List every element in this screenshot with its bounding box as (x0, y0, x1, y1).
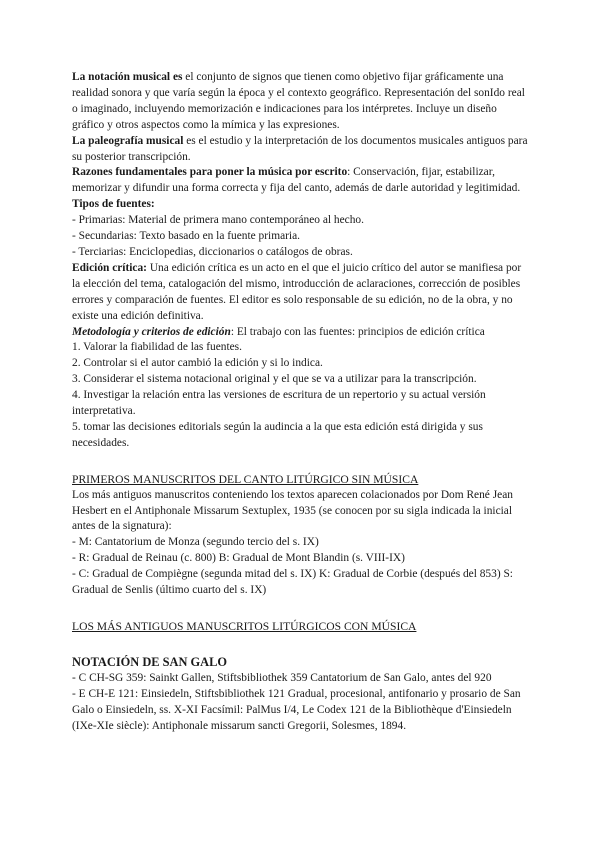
list-item: 3. Considerar el sistema notacional original y el que se va a utilizar para la transcripción. (72, 373, 477, 386)
list-item: - Secundarias: Texto basado en la fuente primaria. (72, 230, 300, 243)
document-page (72, 70, 528, 734)
section-heading-sin-musica: PRIMEROS MANUSCRITOS DEL CANTO LITÚRGICO SIN MÚSICA (72, 472, 419, 486)
term-edicion: Edición crítica: (72, 261, 147, 274)
paragraph-notacion (72, 70, 528, 134)
list-item: - R: Gradual de Reinau (c. 800) B: Gradual de Mont Blandin (s. VIII-IX) (72, 552, 405, 565)
section-heading-con-musica: LOS MÁS ANTIGUOS MANUSCRITOS LITÚRGICOS CON MÚSICA (72, 620, 417, 633)
text-metodologia: : El trabajo con las fuentes: principios de edición crítica (230, 325, 485, 338)
list-item: 5. tomar las decisiones editorials según la audincia a la que esta edición está dirigida y sus necesidades. (72, 420, 483, 449)
text-paleografia: es el estudio y la interpretación de los documentos musicales antiguos para su posterior transcripción. (72, 134, 528, 163)
paragraph-razones (72, 165, 528, 197)
text-notacion: el conjunto de signos que tienen como objetivo fijar gráficamente una realidad sonora y que varía según la época y el contexto geográfico. Representación del sonIdo real o imaginado, incluyendo memorización e indicaciones para los intérpretes. Incluye un diseño gráfico y otros aspectos como la mímica y las expresiones. (72, 71, 525, 131)
list-item: - C CH-SG 359: Sainkt Gallen, Stiftsbibliothek 359 Cantatorium de San Galo, antes del 920 (72, 671, 492, 684)
paragraph-paleografia (72, 134, 528, 166)
list-item: 2. Controlar si el autor cambió la edición y si lo indica. (72, 357, 323, 370)
text-razones: : Conservación, fijar, estabilizar, memorizar y difundir una forma correcta y fija del canto, además de darle autoridad y legitimidad. (72, 166, 521, 195)
term-notacion: La notación musical es (72, 71, 183, 83)
paragraph-edicion (72, 261, 528, 325)
term-paleografia: La paleografía musical (72, 134, 184, 147)
term-metodologia: Metodología y criterios de edición (72, 325, 231, 338)
list-item: - Primarias: Material de primera mano contemporáneo al hecho. (72, 214, 364, 227)
paragraph-intro: Los más antiguos manuscritos conteniendo los textos aparecen colacionados por Dom René Jean Hesbert en el Antiphonale Missarum Sextuplex, 1935 (se conocen por su sigla indicada la inicial antes de la signatura): (72, 488, 513, 533)
paragraph-metodologia (72, 325, 528, 341)
list-item: - C: Gradual de Compiègne (segunda mitad del s. IX) K: Gradual de Corbie (después del 853) S: Gradual de Senlis (último cuarto del s. IX) (72, 568, 513, 597)
list-item: 4. Investigar la relación entra las versiones de escritura de un repertorio y su actual versión interpretativa. (72, 389, 486, 418)
list-item: - Terciarias: Enciclopedias, diccionarios o catálogos de obras. (72, 245, 353, 258)
list-item: - E CH-E 121: Einsiedeln, Stiftsbibliothek 121 Gradual, procesional, antifonario y prosario de San (72, 687, 521, 700)
term-razones: Razones fundamentales para poner la música por escrito (72, 166, 348, 179)
list-item: Galo o Einsiedeln, ss. X-XI Facsímil: PalMus I/4, Le Codex 121 de la Bibliothèque d'Einsiedeln (IXe-XIe siècle): Antiphonale missarum sancti Gregorii, Solesmes, 1894. (72, 703, 512, 732)
list-item: 1. Valorar la fiabilidad de las fuentes. (72, 341, 242, 354)
subheading-san-galo: NOTACIÓN DE SAN GALO (72, 654, 228, 669)
tipos-heading: Tipos de fuentes: (72, 198, 155, 211)
text-edicion: Una edición crítica es un acto en el que el juicio crítico del autor se manifiesa por la elección del tema, catalogación del mismo, introducción de aclaraciones, corrección de posibles errores y comparación de fuentes. El editor es solo responsable de su edición, no de la obra, y no existe una edición definitiva. (72, 261, 522, 322)
list-item: - M: Cantatorium de Monza (segundo tercio del s. IX) (72, 536, 319, 549)
